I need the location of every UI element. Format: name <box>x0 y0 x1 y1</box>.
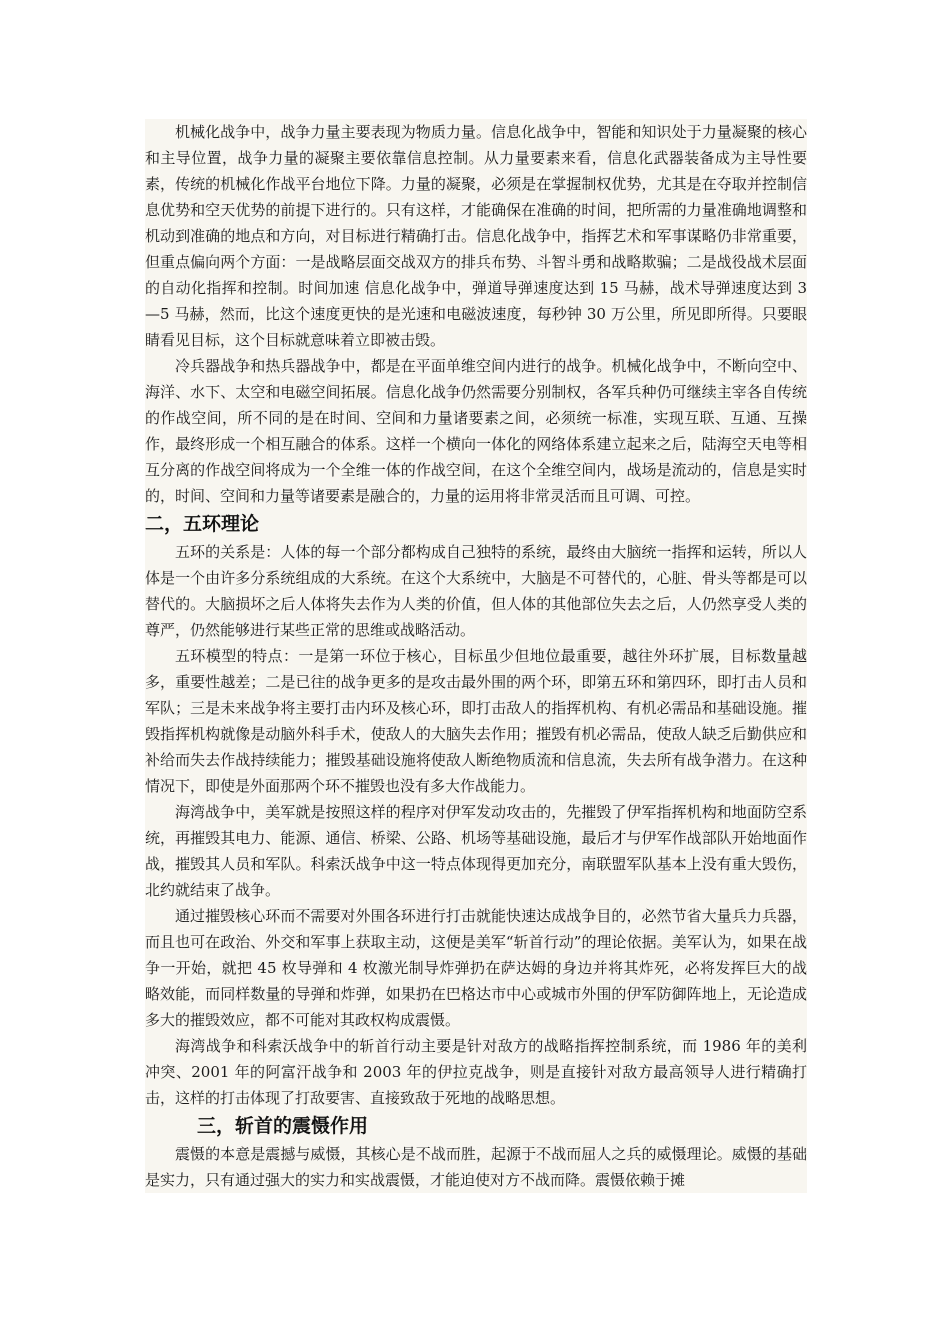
paragraph-1: 机械化战争中，战争力量主要表现为物质力量。信息化战争中，智能和知识处于力量凝聚的核心和主导位置，战争力量的凝聚主要依靠信息控制。从力量要素来看，信息化武器装备成为主导性要素，传统的机械化作战平台地位下降。力量的凝聚，必须是在掌握制权优势，尤其是在夺取并控制信息优势和空天优势的前提下进行的。只有这样，才能确保在准确的时间，把所需的力量准确地调整和机动到准确的地点和方向，对目标进行精确打击。信息化战争中，指挥艺术和军事谋略仍非常重要，但重点偏向两个方面：一是战略层面交战双方的排兵布势、斗智斗勇和战略欺骗；二是战役战术层面的自动化指挥和控制。时间加速 信息化战争中，弹道导弹速度达到 15 马赫，战术导弹速度达到 3—5 马赫，然而，比这个速度更快的是光速和电磁波速度，每秒钟 30 万公里，所见即所得。只要眼睛看见目标，这个目标就意味着立即被击毁。 <box>145 123 807 349</box>
paragraph-2: 冷兵器战争和热兵器战争中，都是在平面单维空间内进行的战争。机械化战争中，不断向空中、海洋、水下、太空和电磁空间拓展。信息化战争仍然需要分别制权，各军兵种仍可继续主宰各自传统的作战空间，所不同的是在时间、空间和力量诸要素之间，必须统一标准，实现互联、互通、互操作，最终形成一个相互融合的体系。这样一个横向一体化的网络体系建立起来之后，陆海空天电等相互分离的作战空间将成为一个全维一体的作战空间，在这个全维空间内，战场是流动的，信息是实时的，时间、空间和力量等诸要素是融合的，力量的运用将非常灵活而且可调、可控。 <box>145 357 807 505</box>
paragraph-4: 五环模型的特点：一是第一环位于核心，目标虽少但地位最重要，越往外环扩展，目标数量越多，重要性越差；二是已往的战争更多的是攻击最外围的两个环，即第五环和第四环，即打击人员和军队；三是未来战争将主要打击内环及核心环，即打击敌人的指挥机构、有机必需品和基础设施。摧毁指挥机构就像是动脑外科手术，使敌人的大脑失去作用；摧毁有机必需品，使敌人缺乏后勤供应和补给而失去作战持续能力；摧毁基础设施将使敌人断绝物质流和信息流，失去所有战争潜力。在这种情况下，即使是外面那两个环不摧毁也没有多大作战能力。 <box>145 647 807 795</box>
paragraph-5: 海湾战争中，美军就是按照这样的程序对伊军发动攻击的，先摧毁了伊军指挥机构和地面防空系统，再摧毁其电力、能源、通信、桥梁、公路、机场等基础设施，最后才与伊军作战部队开始地面作战，摧毁其人员和军队。科索沃战争中这一特点体现得更加充分，南联盟军队基本上没有重大毁伤，北约就结束了战争。 <box>145 803 807 899</box>
section-heading-decapitation: 三，斩首的震慑作用 <box>197 1115 369 1137</box>
paragraph-8: 震慑的本意是震撼与威慑，其核心是不战而胜，起源于不战而屈人之兵的威慑理论。威慑的基础是实力，只有通过强大的实力和实战震慑，才能迫使对方不战而降。震慑依赖于摊 <box>145 1145 807 1189</box>
section-heading-five-rings: 二，五环理论 <box>145 513 260 535</box>
paragraph-6: 通过摧毁核心环而不需要对外围各环进行打击就能快速达成战争目的，必然节省大量兵力兵器，而且也可在政治、外交和军事上获取主动，这便是美军“斩首行动”的理论依据。美军认为，如果在战争一开始，就把 45 枚导弹和 4 枚激光制导炸弹扔在萨达姆的身边并将其炸死，必将发挥巨大的战略效能，而同样数量的导弹和炸弹，如果扔在巴格达市中心或城市外围的伊军防御阵地上，无论造成多大的摧毁效应，都不可能对其政权构成震慑。 <box>145 907 807 1029</box>
document-body <box>145 119 807 1193</box>
paragraph-7: 海湾战争和科索沃战争中的斩首行动主要是针对敌方的战略指挥控制系统，而 1986 年的美利冲突、2001 年的阿富汗战争和 2003 年的伊拉克战争，则是直接针对敌方最高领导人进行精确打击，这样的打击体现了打敌要害、直接致敌于死地的战略思想。 <box>145 1037 807 1107</box>
paragraph-3: 五环的关系是：人体的每一个部分都构成自己独特的系统，最终由大脑统一指挥和运转，所以人体是一个由许多分系统组成的大系统。在这个大系统中，大脑是不可替代的，心脏、骨头等都是可以替代的。大脑损坏之后人体将失去作为人类的价值，但人体的其他部位失去之后，人仍然享受人类的尊严，仍然能够进行某些正常的思维或战略活动。 <box>145 543 807 639</box>
